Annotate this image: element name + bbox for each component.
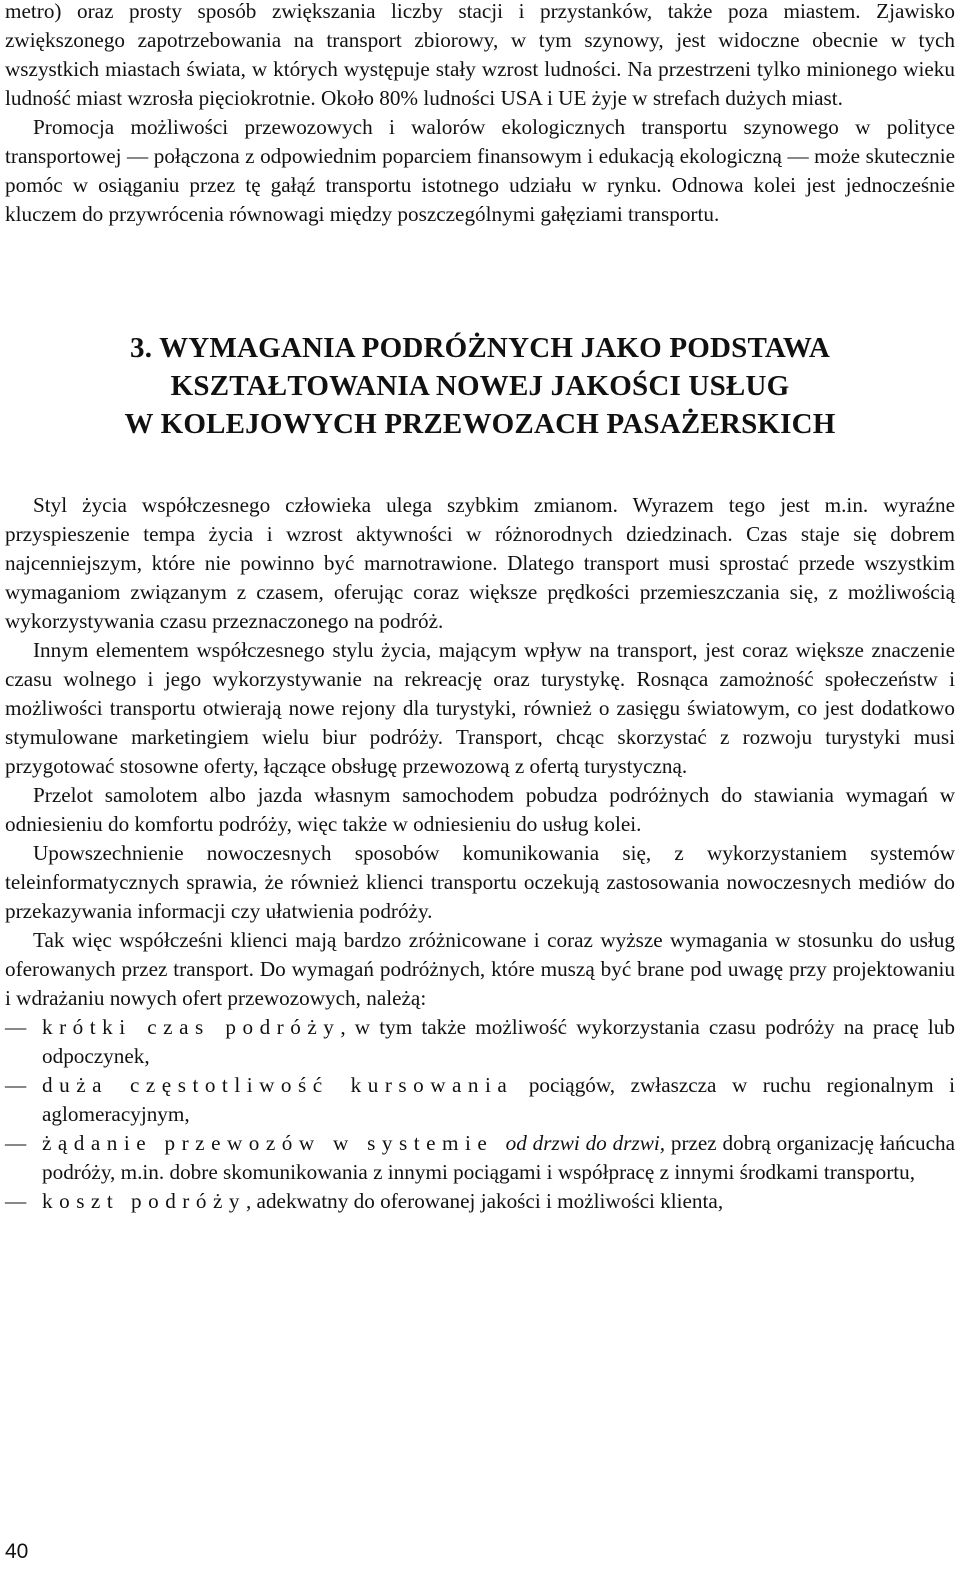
list-item [5, 1187, 955, 1216]
list-item-term: koszt podróży [42, 1189, 246, 1213]
list-item [5, 1129, 955, 1187]
list-dash: — [5, 1073, 27, 1097]
list-item [5, 1013, 955, 1071]
paragraph-urban-population: metro) oraz prosty sposób zwiększania liczby stacji i przystanków, także poza miastem. Zjawisko zwiększonego zapotrzebowania na transport zbiorowy, w tym szynowy, jest widoczne obecnie w tych wszystkich miastach świata, w których występuje stały wzrost ludności. Na przestrzeni tylko minionego wieku ludność miast wzrosła pięciokrotnie. Około 80% ludności USA i UE żyje w strefach dużych miast. [5, 0, 955, 110]
paragraph-comfort: Przelot samolotem albo jazda własnym samochodem pobudza podróżnych do stawiania wymagań w odniesieniu do komfortu podróży, więc także w odniesieniu do usług kolei. [5, 783, 955, 836]
list-item-term: krótki czas podróży [42, 1015, 341, 1039]
list-dash: — [5, 1131, 27, 1155]
heading-line-3: W KOLEJOWYCH PRZEWOZACH PASAŻERSKICH [124, 408, 836, 440]
list-item-text: , w tym także możliwość wykorzystania czasu podróży na pracę lub odpoczynek, [42, 1015, 955, 1068]
list-item-text: , adekwatny do oferowanej jakości i możliwości klienta, [245, 1189, 724, 1213]
heading-line-2: KSZTAŁTOWANIA NOWEJ JAKOŚCI USŁUG [170, 370, 790, 402]
top-text-block [5, 0, 955, 229]
paragraph-communication: Upowszechnienie nowoczesnych sposobów komunikowania się, z wykorzystaniem systemów teleinformatycznych sprawia, że również klienci transportu oczekują zastosowania nowoczesnych mediów do przekazywania informacji czy ułatwienia podróży. [5, 841, 955, 923]
list-dash: — [5, 1015, 27, 1039]
section-body [5, 491, 955, 1216]
list-item-text: pociągów, zwłaszcza w ruchu regionalnym i aglomeracyjnym, [42, 1073, 955, 1126]
requirements-list [5, 1013, 955, 1216]
list-item-term: żądanie przewozów w systemie [42, 1131, 506, 1155]
list-item-emphasis: od drzwi do drzwi, [505, 1131, 666, 1155]
paragraph-rail-promotion: Promocja możliwości przewozowych i walorów ekologicznych transportu szynowego w polityce transportowej — połączona z odpowiednim poparciem finansowym i edukacją ekologiczną — może skutecznie pomóc w osiąganiu przez tę gałąź transportu istotnego udziału w rynku. Odnowa kolei jest jednocześnie kluczem do przywrócenia równowagi między poszczególnymi gałęziami transportu. [5, 115, 955, 226]
document-page [5, 0, 955, 1216]
section-heading [5, 329, 955, 443]
page-number: 40 [5, 1540, 29, 1563]
paragraph-lifestyle: Styl życia współczesnego człowieka ulega szybkim zmianom. Wyrazem tego jest m.in. wyraźne przyspieszenie tempa życia i wzrost aktywności w różnorodnych dziedzinach. Czas staje się dobrem najcenniejszym, które nie powinno być marnotrawione. Dlatego transport musi sprostać przede wszystkim wymaganiom związanym z czasem, oferując coraz większe prędkości przemieszczania się, z możliwością wykorzystywania czasu przeznaczonego na podróż. [5, 493, 955, 633]
list-item-term: duża częstotliwość kursowania [42, 1073, 514, 1097]
paragraph-requirements-intro: Tak więc współcześni klienci mają bardzo zróżnicowane i coraz wyższe wymagania w stosunku do usług oferowanych przez transport. Do wymagań podróżnych, które muszą być brane pod uwagę przy projektowaniu i wdrażaniu nowych ofert przewozowych, należą: [5, 928, 955, 1010]
list-dash: — [5, 1189, 27, 1213]
list-item [5, 1071, 955, 1129]
paragraph-free-time: Innym elementem współczesnego stylu życia, mającym wpływ na transport, jest coraz większe znaczenie czasu wolnego i jego wykorzystywanie na rekreację oraz turystykę. Rosnąca zamożność społeczeństw i możliwości transportu otwierają nowe rejony dla turystyki, również o zasięgu światowym, co jest dodatkowo stymulowane marketingiem wielu biur podróży. Transport, chcąc skorzystać z rozwoju turystyki musi przygotować stosowne oferty, łączące obsługę przewozową z ofertą turystyczną. [5, 638, 955, 778]
list-item-text: przez dobrą organizację łańcucha podróży, m.in. dobre skomunikowania z innymi pociągami i współpracę z innymi środkami transportu, [42, 1131, 955, 1184]
heading-line-1: 3. WYMAGANIA PODRÓŻNYCH JAKO PODSTAWA [130, 332, 830, 364]
